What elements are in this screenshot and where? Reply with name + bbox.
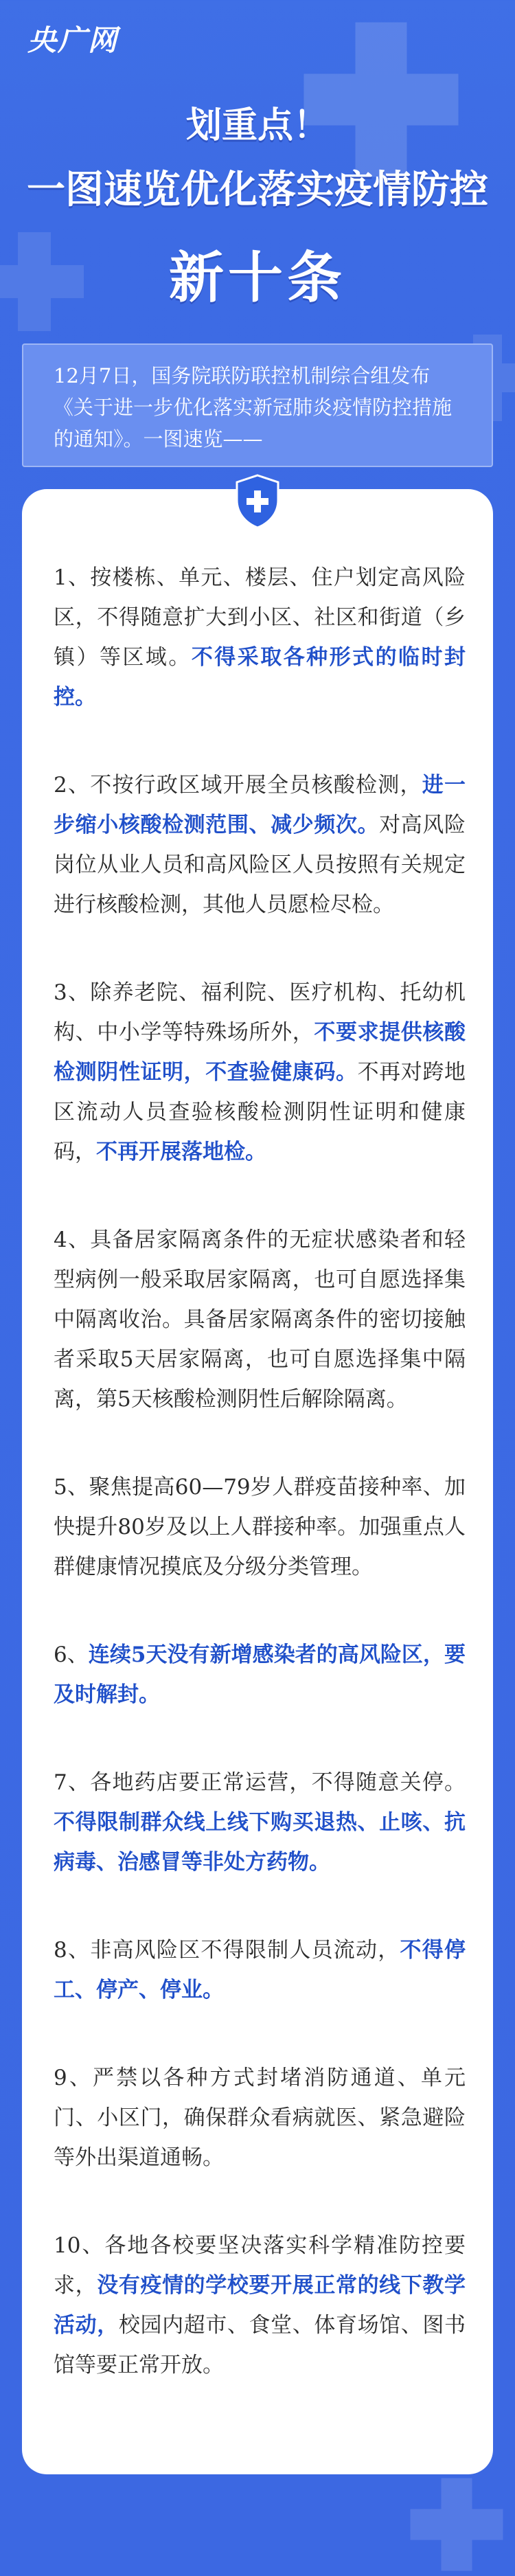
measure-item <box>54 558 466 717</box>
measure-number: 5、 <box>54 1475 89 1500</box>
headline-line-3: 新十条 <box>169 246 346 310</box>
body-text: 除养老院、福利院、医疗机构、托幼机构、中小学等特殊场所外， <box>54 980 466 1045</box>
measure-item <box>54 1930 466 2010</box>
measure-item <box>54 1220 466 1419</box>
intro-box <box>22 343 493 467</box>
measure-list <box>54 558 466 2433</box>
body-text: 各地药店要正常运营，不得随意关停。 <box>90 1770 466 1795</box>
measure-item <box>54 1467 466 1587</box>
measure-number: 10、 <box>54 2233 105 2258</box>
measure-number: 4、 <box>54 1228 91 1252</box>
measure-number: 9、 <box>54 2066 93 2090</box>
headline-line-1: 划重点！ <box>185 105 329 146</box>
body-text: 非高风险区不得限制人员流动， <box>90 1938 400 1963</box>
body-text: 按楼栋、单元、楼层、住户划定高风险区，不得随意扩大到小区、社区和街道（乡镇）等区域。 <box>54 565 466 670</box>
highlight-text: 不得限制群众线上线下购买退热、止咳、抗病毒、治感冒等非处方药物。 <box>54 1810 466 1875</box>
measure-item <box>54 1635 466 1715</box>
medical-cross-icon <box>398 2473 515 2576</box>
highlight-text: 不得采取各种形式的临时封控。 <box>54 645 466 710</box>
headline-line-2: 一图速览优化落实疫情防控 <box>27 168 488 212</box>
measure-item <box>54 1763 466 1882</box>
body-text: 具备居家隔离条件的无症状感染者和轻型病例一般采取居家隔离，也可自愿选择集中隔离收治。具备居家隔离条件的密切接触者采取5天居家隔离，也可自愿选择集中隔离，第5天核酸检测阴性后解除隔离。 <box>54 1228 466 1412</box>
measure-number: 2、 <box>54 773 91 798</box>
measure-number: 7、 <box>54 1770 91 1795</box>
measure-number: 6、 <box>54 1642 89 1667</box>
highlight-text: 没有疫情的学校要开展正常的线下教学活动， <box>54 2273 466 2338</box>
measure-number: 8、 <box>54 1938 91 1963</box>
body-text: 校园内超市、食堂、体育场馆、图书馆等要正常开放。 <box>54 2313 466 2377</box>
body-text: 不再对跨地区流动人员查验核酸检测阴性证明和健康码， <box>54 1060 466 1164</box>
site-logo: 央广网 <box>27 23 119 57</box>
body-text: 对高风险岗位从业人员和高风险区人员按照有关规定进行核酸检测，其他人员愿检尽检。 <box>54 813 466 917</box>
measure-item <box>54 973 466 1172</box>
body-text: 加强重点人群健康情况摸底及分级分类管理。 <box>54 1515 466 1579</box>
shield-plus-icon <box>234 474 281 529</box>
measure-number: 3、 <box>54 980 91 1005</box>
measure-item <box>54 2058 466 2178</box>
body-text: 严禁以各种方式封堵消防通道、单元门、小区门，确保群众看病就医、紧急避险等外出渠道通畅。 <box>54 2066 466 2170</box>
highlight-text: 不得停工、停产、停业。 <box>54 1938 466 2002</box>
intro-text: 12月7日，国务院联防联控机制综合组发布《关于进一步优化落实新冠肺炎疫情防控措施的通知》。一图速览—— <box>54 364 453 451</box>
highlight-text: 不再开展落地检。 <box>96 1140 266 1164</box>
measure-number: 1、 <box>54 565 91 590</box>
measure-item <box>54 2226 466 2385</box>
highlight-text: 不要求提供核酸检测阴性证明，不查验健康码。 <box>54 1020 466 1085</box>
body-text: 不按行政区域开展全员核酸检测， <box>90 773 422 798</box>
highlight-text: 进一步缩小核酸检测范围、减少频次。 <box>54 773 466 837</box>
body-text: 聚焦提高60—79岁人群疫苗接种率、加快提升80岁及以上人群接种率。 <box>54 1475 466 1539</box>
body-text: 各地各校要坚决落实科学精准防控要求， <box>54 2233 466 2298</box>
measure-item <box>54 765 466 925</box>
highlight-text: 连续5天没有新增感染者的高风险区，要及时解封。 <box>54 1642 466 1707</box>
